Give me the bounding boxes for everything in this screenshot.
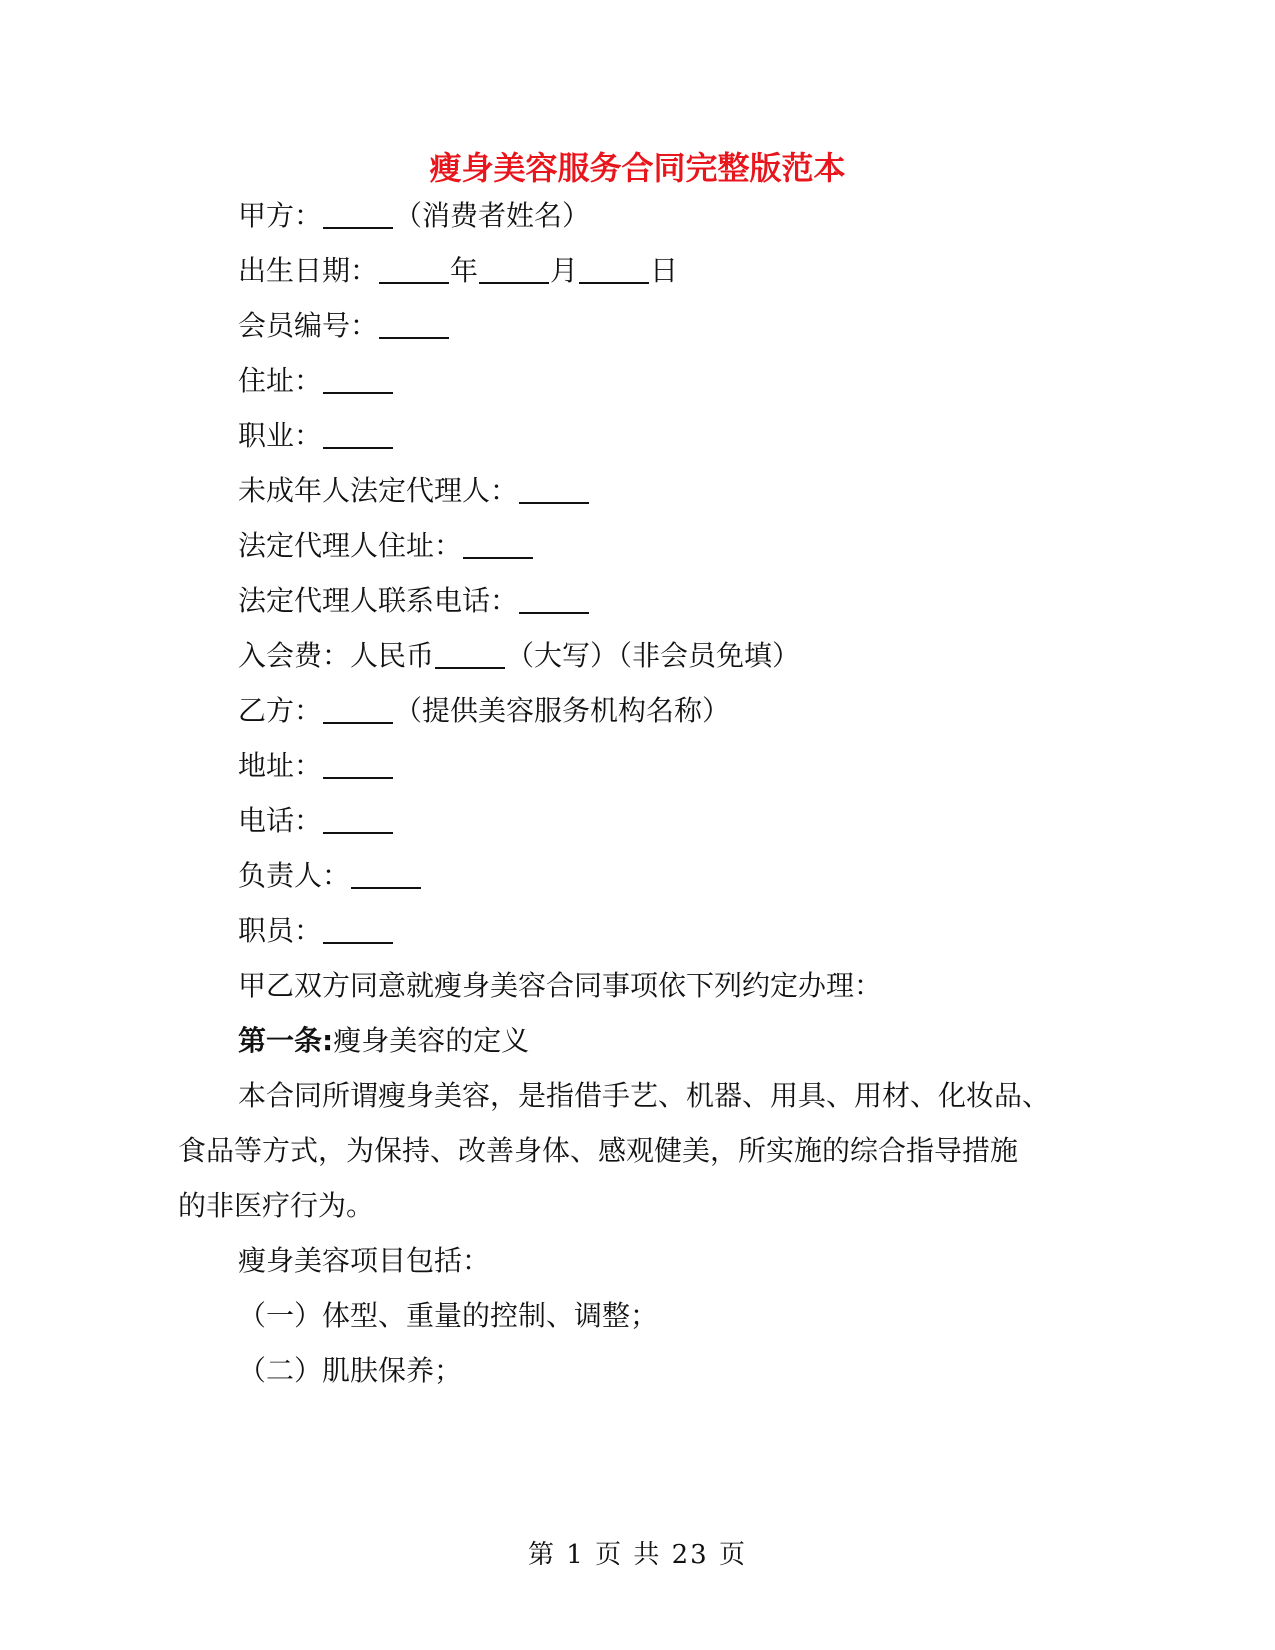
day-label: 日 (650, 254, 679, 287)
occupation-label: 职业： (238, 419, 323, 452)
address-blank[interactable] (323, 364, 393, 394)
occupation-line (238, 416, 394, 456)
page-footer: 第 1 页 共 23 页 (528, 1540, 747, 1570)
party-b-line (238, 691, 730, 731)
membership-fee-label: 入会费：人民币 (238, 639, 435, 672)
article-1-line (238, 1021, 529, 1061)
staff-label: 职员： (238, 914, 323, 947)
document-title: 瘦身美容服务合同完整版范本 (429, 149, 846, 187)
article-1-title: 瘦身美容的定义 (333, 1024, 530, 1057)
member-id-line (238, 306, 450, 346)
party-b-blank[interactable] (323, 694, 393, 724)
b-address-blank[interactable] (323, 749, 393, 779)
membership-fee-line (238, 636, 800, 676)
staff-blank[interactable] (323, 914, 393, 944)
b-phone-blank[interactable] (323, 804, 393, 834)
member-id-label: 会员编号： (238, 309, 379, 342)
party-b-note: （提供美容服务机构名称） (394, 694, 731, 727)
b-address-line (238, 746, 394, 786)
article-1-para-line-1: 本合同所谓瘦身美容，是指借手艺、机器、用具、用材、化妆品、 (238, 1079, 1051, 1112)
guardian-address-blank[interactable] (463, 529, 533, 559)
agreement-line: 甲乙双方同意就瘦身美容合同事项依下列约定办理： (238, 969, 883, 1002)
staff-line (238, 911, 394, 951)
guardian-address-line (238, 526, 534, 566)
guardian-address-label: 法定代理人住址： (238, 529, 463, 562)
person-in-charge-line (238, 856, 422, 896)
occupation-blank[interactable] (323, 419, 393, 449)
guardian-label: 未成年人法定代理人： (238, 474, 519, 507)
member-id-blank[interactable] (379, 309, 449, 339)
address-label: 住址： (238, 364, 323, 397)
guardian-line (238, 471, 590, 511)
b-phone-label: 电话： (238, 804, 323, 837)
person-in-charge-blank[interactable] (351, 859, 421, 889)
item-2: （二）肌肤保养； (238, 1354, 463, 1387)
person-in-charge-label: 负责人： (238, 859, 351, 892)
month-label: 月 (550, 254, 579, 287)
birth-day-blank[interactable] (579, 254, 649, 284)
party-b-label: 乙方： (238, 694, 323, 727)
birth-month-blank[interactable] (479, 254, 549, 284)
guardian-phone-blank[interactable] (519, 584, 589, 614)
items-intro: 瘦身美容项目包括： (238, 1244, 491, 1277)
article-1-heading: 第一条: (238, 1024, 334, 1057)
party-a-label: 甲方： (238, 199, 323, 232)
item-1: （一）体型、重量的控制、调整； (238, 1299, 659, 1332)
article-1-para-line-2: 食品等方式，为保持、改善身体、感观健美，所实施的综合指导措施 (178, 1134, 1019, 1167)
party-a-line (238, 196, 590, 236)
year-label: 年 (450, 254, 479, 287)
membership-fee-blank[interactable] (435, 639, 505, 669)
guardian-phone-line (238, 581, 590, 621)
birthdate-label: 出生日期： (238, 254, 379, 287)
membership-fee-note: （大写）（非会员免填） (506, 639, 801, 672)
b-phone-line (238, 801, 394, 841)
b-address-label: 地址： (238, 749, 323, 782)
party-a-note: （消费者姓名） (394, 199, 591, 232)
birthdate-line (238, 251, 678, 291)
guardian-blank[interactable] (519, 474, 589, 504)
article-1-para-line-3: 的非医疗行为。 (178, 1189, 375, 1222)
address-line (238, 361, 394, 401)
guardian-phone-label: 法定代理人联系电话： (238, 584, 519, 617)
party-a-blank[interactable] (323, 199, 393, 229)
birth-year-blank[interactable] (379, 254, 449, 284)
